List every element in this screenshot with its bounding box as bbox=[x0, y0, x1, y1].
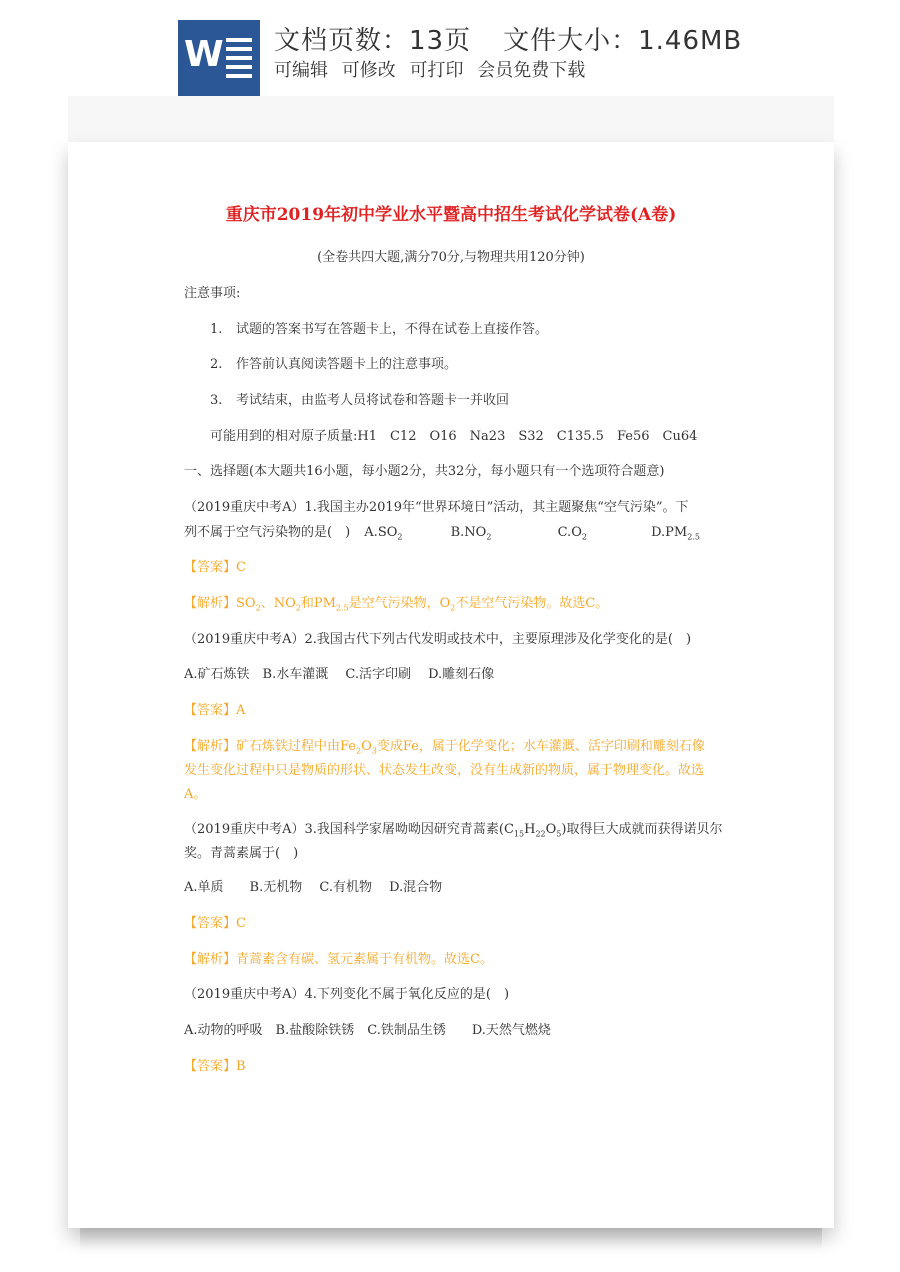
feature-printable: 可打印 bbox=[409, 60, 464, 81]
question-4-options: A.动物的呼吸 B.盐酸除铁锈 C.铁制品生锈 D.天然气燃烧 bbox=[184, 1023, 551, 1038]
question-3-options: A.单质 B.无机物 C.有机物 D.混合物 bbox=[184, 880, 443, 895]
question-1-line1: （2019重庆中考A）1.我国主办2019年“世界环境日”活动，其主题聚焦“空气污染”。下 bbox=[184, 500, 689, 515]
document-features bbox=[274, 56, 593, 82]
page-shadow bbox=[80, 1226, 822, 1250]
question-3-line2: 奖。青蒿素属于( ) bbox=[184, 846, 299, 861]
question-2-answer: 【答案】A bbox=[184, 703, 246, 718]
question-2-explanation-line3: A。 bbox=[184, 787, 207, 802]
download-banner bbox=[0, 0, 900, 100]
question-3-line1: （2019重庆中考A）3.我国科学家屠呦呦因研究青蒿素$(C_{15}H_{22}O_5)$取得巨大成就而获得诺贝尔 bbox=[184, 822, 723, 839]
question-3-explanation: 【解析】青蒿素含有碳、氢元素属于有机物。故选C。 bbox=[184, 952, 493, 967]
question-2-explanation-line2: 发生变化过程中只是物质的形状、状态发生改变，没有生成新的物质，属于物理变化。故选 bbox=[184, 763, 705, 778]
feature-editable: 可编辑 bbox=[274, 60, 328, 81]
note-item: 2. 作答前认真阅读答题卡上的注意事项。 bbox=[210, 357, 458, 372]
page-top-band bbox=[68, 96, 834, 142]
exam-subtitle: (全卷共四大题,满分70分,与物理共用120分钟) bbox=[317, 250, 585, 265]
question-1-explanation: 【解析】$SO_2$、$NO_2$和$PM_{2.5}$是空气污染物，$O_2$不是空气污染物。故选C。 bbox=[184, 596, 609, 613]
feature-member-download: 会员免费下载 bbox=[477, 60, 586, 81]
question-4-answer: 【答案】B bbox=[184, 1059, 246, 1074]
page-count: 文档页数：13页 bbox=[274, 26, 472, 56]
exam-title: 重庆市2019年初中学业水平暨高中招生考试化学试卷(A卷) bbox=[225, 205, 677, 225]
atomic-masses: 可能用到的相对原子质量:H1 C12 O16 Na23 S32 C135.5 Fe56 Cu64 bbox=[210, 429, 698, 444]
document-info-title bbox=[274, 20, 742, 57]
question-3-answer: 【答案】C bbox=[184, 916, 246, 931]
question-2-stem: （2019重庆中考A）2.我国古代下列古代发明或技术中，主要原理涉及化学变化的是( ) bbox=[184, 632, 692, 647]
question-4-stem: （2019重庆中考A）4.下列变化不属于氧化反应的是( ) bbox=[184, 987, 510, 1002]
question-2-explanation-line1: 【解析】矿石炼铁过程中由$Fe_2O_3$变成Fe，属于化学变化；水车灌溉、活字印刷和雕刻石像 bbox=[184, 739, 705, 756]
note-item: 3. 考试结束，由监考人员将试卷和答题卡一并收回 bbox=[210, 393, 510, 408]
document-page bbox=[68, 142, 834, 1228]
notes-heading: 注意事项: bbox=[184, 286, 241, 301]
question-1-answer: 【答案】C bbox=[184, 560, 246, 575]
section-heading: 一、选择题(本大题共16小题，每小题2分，共32分，每小题只有一个选项符合题意) bbox=[184, 464, 665, 479]
question-1-line2: 列不属于空气污染物的是( ) $A.SO_2$ $B.NO_2$ $C.O_2$ $D.PM_{2.5}$ bbox=[184, 525, 700, 542]
word-document-icon: W bbox=[178, 20, 260, 96]
question-2-options: A.矿石炼铁 B.水车灌溉 C.活字印刷 D.雕刻石像 bbox=[184, 667, 495, 682]
note-item: 1. 试题的答案书写在答题卡上，不得在试卷上直接作答。 bbox=[210, 322, 549, 337]
file-size: 文件大小：1.46MB bbox=[503, 26, 743, 56]
feature-modifiable: 可修改 bbox=[341, 60, 396, 81]
